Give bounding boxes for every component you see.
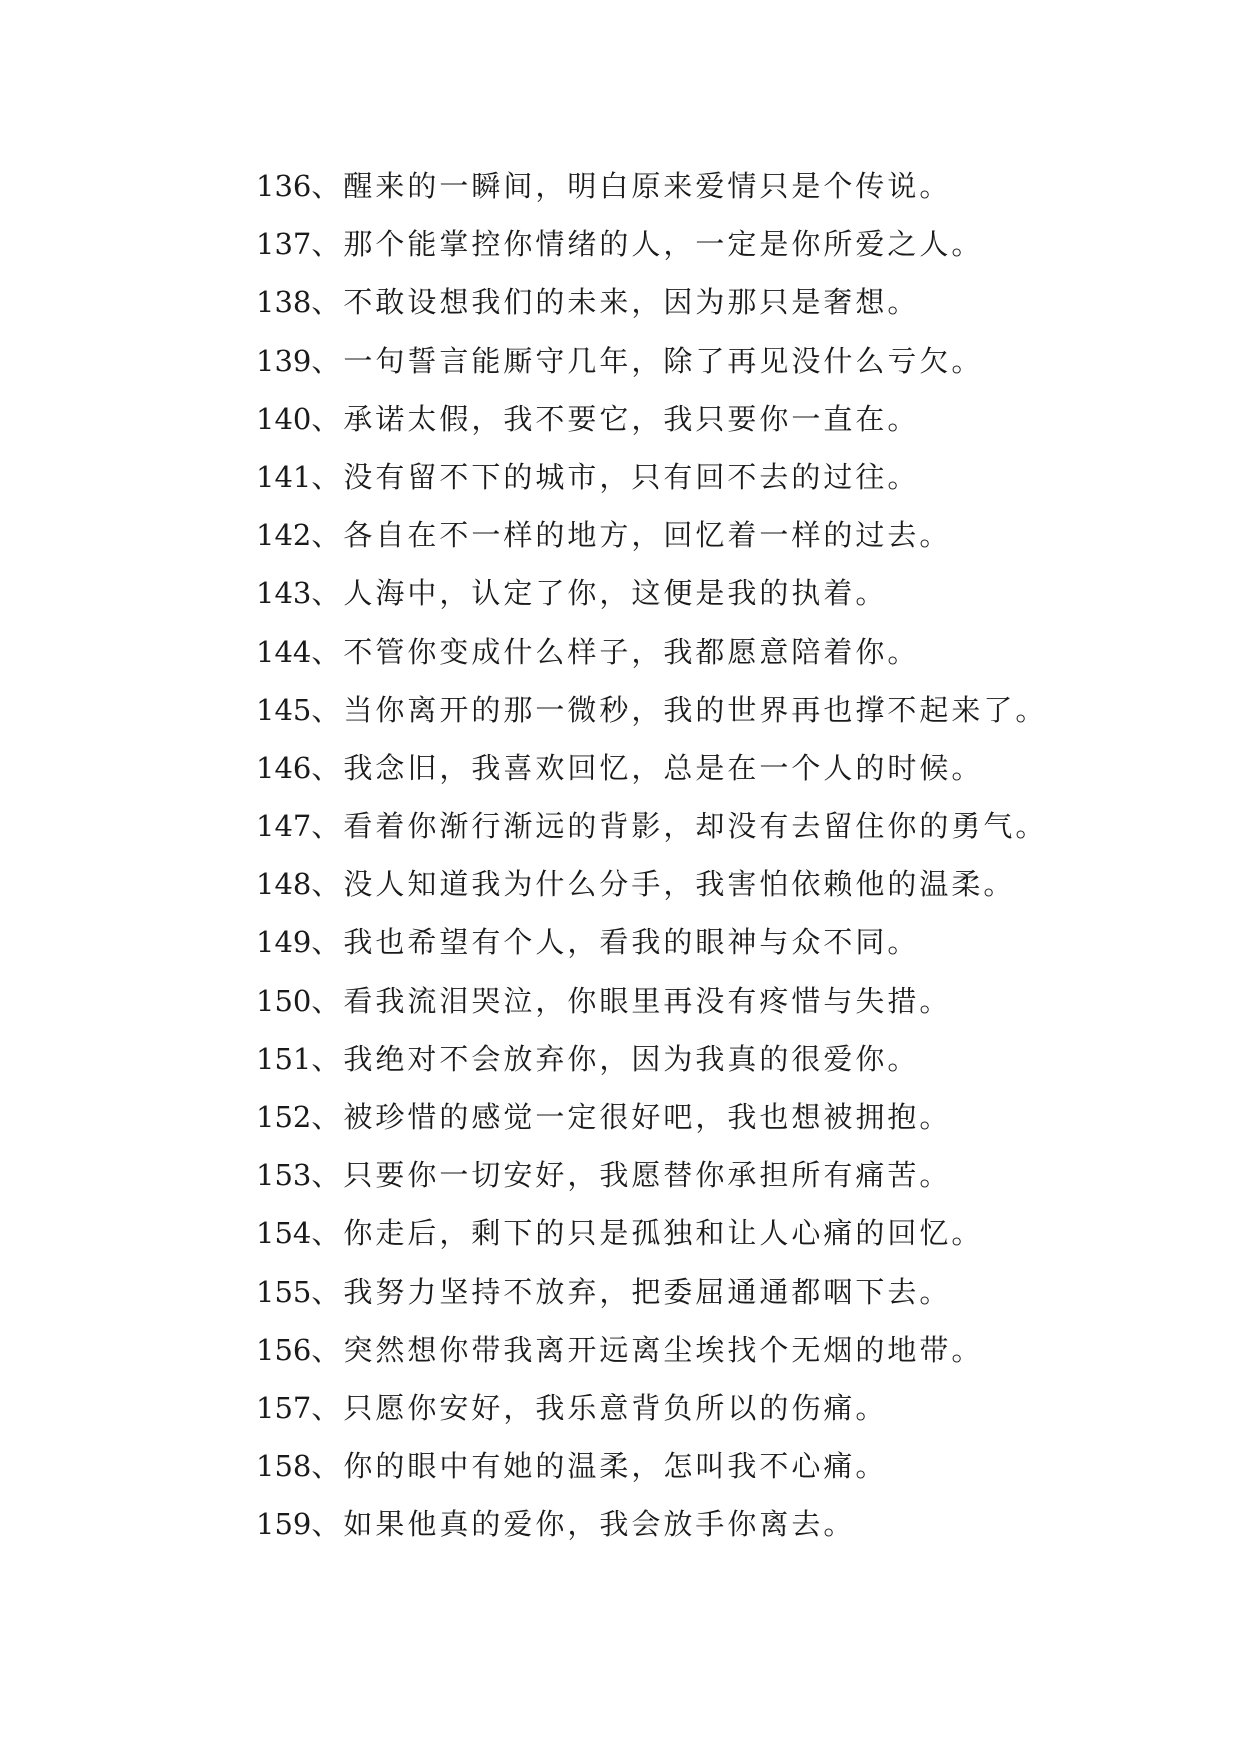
sentence-line	[256, 681, 1047, 739]
sentence-text: 、被珍惜的感觉一定很好吧，我也想被拥抱。	[311, 1100, 952, 1134]
sentence-number: 152	[256, 1100, 312, 1134]
sentence-text: 、看我流泪哭泣，你眼里再没有疼惜与失措。	[311, 983, 952, 1018]
sentence-number: 151	[256, 1041, 312, 1076]
sentence-text: 、一句誓言能厮守几年，除了再见没什么亏欠。	[311, 343, 984, 378]
sentence-number: 136	[256, 169, 312, 203]
sentence-line	[256, 623, 1047, 681]
sentence-number: 156	[256, 1332, 312, 1367]
sentence-text: 、不管你变成什么样子，我都愿意陪着你。	[311, 634, 920, 669]
sentence-line	[256, 1437, 1047, 1495]
sentence-number: 158	[256, 1449, 312, 1484]
sentence-line	[256, 157, 1047, 215]
sentence-number: 140	[256, 401, 312, 436]
sentence-line	[256, 1088, 1047, 1146]
sentence-line	[256, 215, 1047, 273]
sentence-text: 、醒来的一瞬间，明白原来爱情只是个传说。	[311, 169, 952, 203]
sentence-number: 150	[256, 983, 312, 1018]
sentence-number: 145	[256, 692, 312, 727]
sentence-list	[256, 157, 1047, 1554]
sentence-number: 143	[256, 576, 312, 611]
sentence-number: 146	[256, 750, 312, 785]
sentence-line	[256, 564, 1047, 622]
sentence-line	[256, 448, 1047, 506]
sentence-text: 、人海中，认定了你，这便是我的执着。	[311, 576, 888, 611]
sentence-line	[256, 390, 1047, 448]
sentence-number: 138	[256, 285, 312, 320]
sentence-line	[256, 1379, 1047, 1437]
sentence-text: 、你走后，剩下的只是孤独和让人心痛的回忆。	[311, 1216, 984, 1251]
sentence-line	[256, 1146, 1047, 1204]
sentence-text: 、没有留不下的城市，只有回不去的过往。	[311, 459, 920, 494]
sentence-line	[256, 797, 1047, 855]
sentence-line	[256, 1495, 1047, 1553]
sentence-line	[256, 1030, 1047, 1088]
sentence-text: 、如果他真的爱你，我会放手你离去。	[311, 1507, 856, 1542]
sentence-text: 、突然想你带我离开远离尘埃找个无烟的地带。	[311, 1332, 984, 1367]
sentence-line	[256, 332, 1047, 390]
sentence-number: 157	[256, 1390, 312, 1425]
sentence-text: 、我念旧，我喜欢回忆，总是在一个人的时候。	[311, 750, 984, 785]
sentence-line	[256, 506, 1047, 564]
sentence-number: 149	[256, 925, 312, 960]
sentence-text: 、你的眼中有她的温柔，怎叫我不心痛。	[311, 1449, 888, 1484]
sentence-number: 147	[256, 809, 312, 844]
sentence-line	[256, 1263, 1047, 1321]
sentence-line	[256, 972, 1047, 1030]
sentence-text: 、我绝对不会放弃你，因为我真的很爱你。	[311, 1041, 920, 1076]
sentence-text: 、不敢设想我们的未来，因为那只是奢想。	[311, 285, 920, 320]
sentence-number: 137	[256, 227, 312, 262]
sentence-number: 155	[256, 1274, 312, 1309]
sentence-line	[256, 1321, 1047, 1379]
sentence-number: 159	[256, 1507, 312, 1542]
sentence-number: 153	[256, 1158, 312, 1193]
sentence-text: 、没人知道我为什么分手，我害怕依赖他的温柔。	[311, 867, 1016, 902]
sentence-text: 、我努力坚持不放弃，把委屈通通都咽下去。	[311, 1274, 952, 1309]
sentence-number: 139	[256, 343, 312, 378]
sentence-text: 、只愿你安好，我乐意背负所以的伤痛。	[311, 1390, 888, 1425]
sentence-text: 、承诺太假，我不要它，我只要你一直在。	[311, 401, 920, 436]
sentence-text: 、我也希望有个人，看我的眼神与众不同。	[311, 925, 920, 960]
sentence-text: 、各自在不一样的地方，回忆着一样的过去。	[311, 518, 952, 553]
sentence-line	[256, 855, 1047, 913]
sentence-number: 141	[256, 459, 312, 494]
sentence-line	[256, 913, 1047, 971]
sentence-text: 、那个能掌控你情绪的人，一定是你所爱之人。	[311, 227, 984, 262]
sentence-text: 、只要你一切安好，我愿替你承担所有痛苦。	[311, 1158, 952, 1193]
sentence-line	[256, 1204, 1047, 1262]
sentence-line	[256, 273, 1047, 331]
sentence-number: 148	[256, 867, 312, 902]
sentence-number: 154	[256, 1216, 312, 1251]
sentence-number: 144	[256, 634, 312, 669]
sentence-text: 、看着你渐行渐远的背影，却没有去留住你的勇气。	[311, 809, 1048, 844]
sentence-number: 142	[256, 518, 312, 553]
sentence-line	[256, 739, 1047, 797]
sentence-text: 、当你离开的那一微秒，我的世界再也撑不起来了。	[311, 692, 1048, 727]
